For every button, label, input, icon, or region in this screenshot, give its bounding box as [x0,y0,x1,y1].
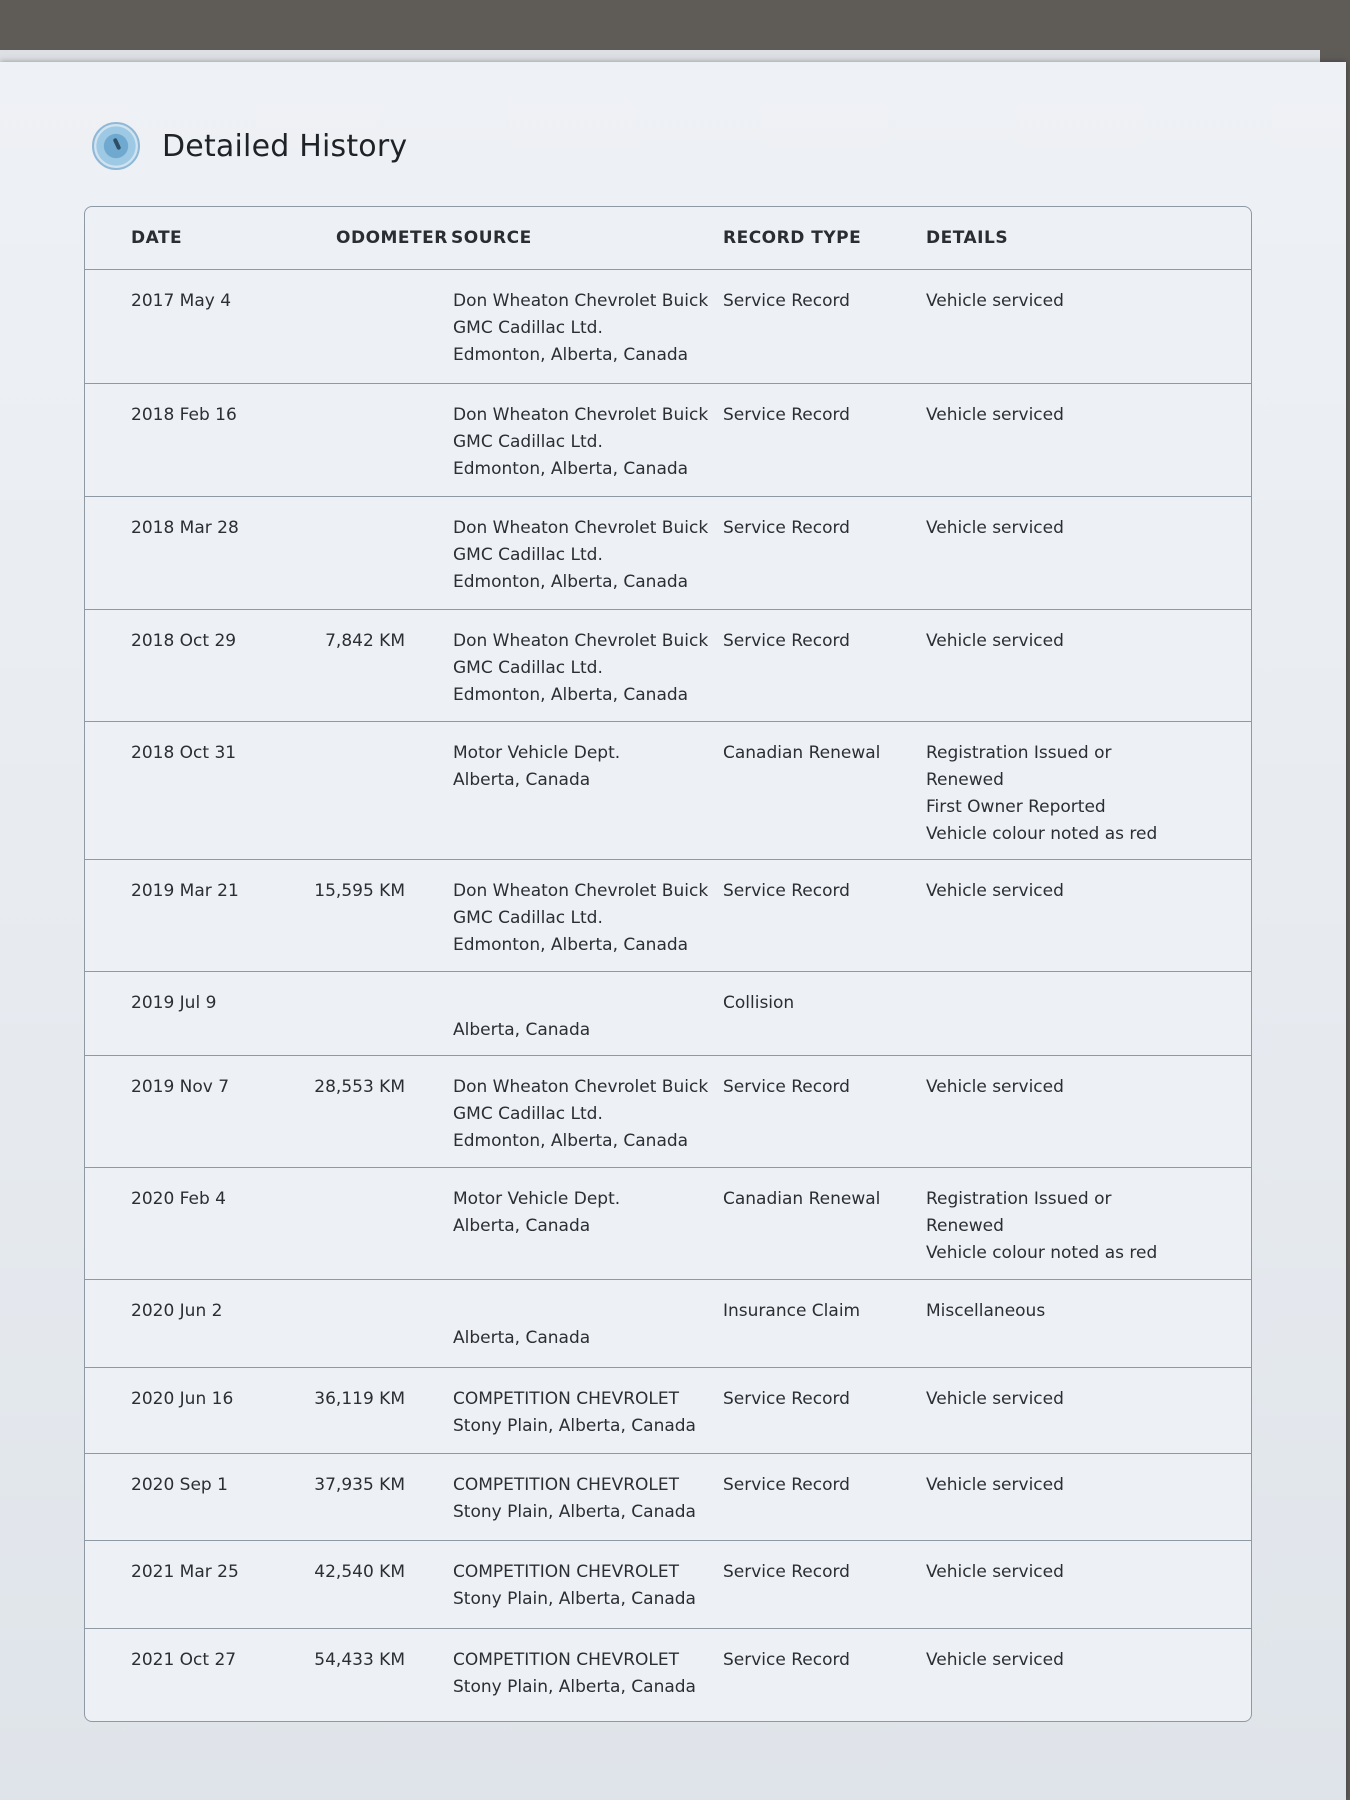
record-type-text: Service Record [723,518,850,538]
cell-date [85,1454,288,1540]
cell-odometer [288,1280,445,1367]
section-heading [92,122,407,170]
record-type-text: Service Record [723,1475,850,1495]
source-line: Don Wheaton Chevrolet Buick [453,1077,709,1097]
cell-record-type [713,1168,926,1279]
record-type-text: Service Record [723,291,850,311]
cell-source [445,1454,713,1540]
details-line: Vehicle serviced [926,1562,1064,1582]
cell-record-type [713,1629,926,1721]
source-line: GMC Cadillac Ltd. [453,1104,603,1124]
table-row [85,1368,1251,1454]
table-row [85,1168,1251,1280]
source-line: COMPETITION CHEVROLET [453,1562,680,1582]
date-text: 2020 Feb 4 [131,1189,226,1209]
cell-details [926,1454,1251,1540]
source-line: Motor Vehicle Dept. [453,743,621,763]
date-text: 2020 Sep 1 [131,1475,228,1495]
gauge-icon [92,122,140,170]
date-text: 2020 Jun 2 [131,1301,223,1321]
cell-record-type [713,1056,926,1167]
record-type-text: Canadian Renewal [723,743,881,763]
date-text: 2021 Mar 25 [131,1562,239,1582]
cell-source [445,1280,713,1367]
cell-date [85,1168,288,1279]
details-line: First Owner Reported [926,797,1106,817]
cell-details [926,1056,1251,1167]
cell-date [85,1629,288,1721]
cell-odometer [288,1368,445,1453]
cell-odometer [288,972,445,1055]
column-header-odometer: ODOMETER [336,228,448,248]
table-header [85,207,1251,270]
source-line: Edmonton, Alberta, Canada [453,572,689,592]
source-line: Stony Plain, Alberta, Canada [453,1677,696,1697]
cell-source [445,1056,713,1167]
cell-details [926,860,1251,971]
source-line: COMPETITION CHEVROLET [453,1389,680,1409]
cell-odometer [288,1629,445,1721]
details-line: Vehicle serviced [926,631,1064,651]
cell-record-type [713,1368,926,1453]
details-line: Vehicle serviced [926,518,1064,538]
cell-source [445,1629,713,1721]
table-row [85,860,1251,972]
source-line [453,1298,713,1325]
table-row [85,384,1251,497]
cell-details [926,497,1251,609]
column-header-source: SOURCE [451,228,532,248]
source-line [453,990,713,1017]
cell-record-type [713,610,926,721]
cell-source [445,610,713,721]
history-table [84,206,1252,1722]
details-line: Vehicle serviced [926,1475,1064,1495]
cell-source [445,1368,713,1453]
table-row [85,1629,1251,1721]
odometer-text: 28,553 KM [314,1077,405,1097]
table-row [85,610,1251,722]
source-line: Alberta, Canada [453,1328,591,1348]
source-line: Motor Vehicle Dept. [453,1189,621,1209]
source-line: Edmonton, Alberta, Canada [453,459,689,479]
cell-source [445,1168,713,1279]
date-text: 2021 Oct 27 [131,1650,237,1670]
source-line: GMC Cadillac Ltd. [453,545,603,565]
source-line: Alberta, Canada [453,1216,591,1236]
source-line: GMC Cadillac Ltd. [453,908,603,928]
details-line: Vehicle colour noted as red [926,824,1158,844]
record-type-text: Service Record [723,631,850,651]
cell-record-type [713,1454,926,1540]
cell-odometer [288,610,445,721]
odometer-text: 42,540 KM [314,1562,405,1582]
record-type-text: Service Record [723,881,850,901]
date-text: 2018 Mar 28 [131,518,239,538]
cell-odometer [288,1454,445,1540]
odometer-text: 7,842 KM [325,631,405,651]
table-row [85,497,1251,610]
source-line: GMC Cadillac Ltd. [453,318,603,338]
source-line: GMC Cadillac Ltd. [453,658,603,678]
cell-record-type [713,860,926,971]
cell-date [85,972,288,1055]
source-line: Alberta, Canada [453,770,591,790]
cell-details [926,384,1251,496]
cell-source [445,270,713,383]
table-row [85,972,1251,1056]
cell-source [445,860,713,971]
table-body [85,270,1251,1721]
record-type-text: Collision [723,993,795,1013]
date-text: 2018 Feb 16 [131,405,237,425]
cell-date [85,1056,288,1167]
cell-details [926,610,1251,721]
cell-record-type [713,1280,926,1367]
table-row [85,1541,1251,1629]
table-row [85,1056,1251,1168]
details-line: Vehicle serviced [926,291,1064,311]
cell-record-type [713,497,926,609]
record-type-text: Service Record [723,405,850,425]
source-line: Edmonton, Alberta, Canada [453,1131,689,1151]
record-type-text: Service Record [723,1389,850,1409]
record-type-text: Service Record [723,1562,850,1582]
cell-date [85,1541,288,1628]
cell-details [926,972,1251,1055]
odometer-text: 36,119 KM [314,1389,405,1409]
cell-source [445,1541,713,1628]
source-line: Stony Plain, Alberta, Canada [453,1416,696,1436]
source-line: COMPETITION CHEVROLET [453,1650,680,1670]
cell-record-type [713,384,926,496]
column-header-date: DATE [131,228,183,248]
details-line: Vehicle serviced [926,1650,1064,1670]
record-type-text: Canadian Renewal [723,1189,881,1209]
source-line: Edmonton, Alberta, Canada [453,345,689,365]
details-line: Registration Issued or [926,1189,1112,1209]
cell-source [445,972,713,1055]
source-line: Edmonton, Alberta, Canada [453,685,689,705]
column-header-details: DETAILS [926,228,1009,248]
details-line: Miscellaneous [926,1301,1046,1321]
cell-details [926,270,1251,383]
cell-odometer [288,1541,445,1628]
details-line: Vehicle serviced [926,405,1064,425]
record-type-text: Service Record [723,1650,850,1670]
source-line: Stony Plain, Alberta, Canada [453,1502,696,1522]
details-line: Vehicle serviced [926,881,1064,901]
cell-record-type [713,972,926,1055]
cell-date [85,1368,288,1453]
date-text: 2019 Jul 9 [131,993,217,1013]
details-line: Vehicle colour noted as red [926,1243,1158,1263]
date-text: 2017 May 4 [131,291,232,311]
cell-odometer [288,1056,445,1167]
cell-source [445,497,713,609]
cell-date [85,1280,288,1367]
cell-odometer [288,1168,445,1279]
cell-odometer [288,384,445,496]
cell-odometer [288,722,445,859]
date-text: 2018 Oct 31 [131,743,237,763]
odometer-text: 15,595 KM [314,881,405,901]
source-line: Don Wheaton Chevrolet Buick [453,631,709,651]
details-line: Registration Issued or [926,743,1112,763]
table-row [85,1280,1251,1368]
date-text: 2018 Oct 29 [131,631,237,651]
source-line: COMPETITION CHEVROLET [453,1475,680,1495]
source-line: Alberta, Canada [453,1020,591,1040]
cell-date [85,384,288,496]
cell-date [85,722,288,859]
details-line: Vehicle serviced [926,1077,1064,1097]
page-title: Detailed History [162,128,408,164]
date-text: 2019 Mar 21 [131,881,239,901]
cell-odometer [288,497,445,609]
cell-odometer [288,860,445,971]
cell-details [926,1368,1251,1453]
table-row [85,722,1251,860]
cell-odometer [288,270,445,383]
source-line: Don Wheaton Chevrolet Buick [453,518,709,538]
cell-source [445,384,713,496]
details-line: Renewed [926,770,1004,790]
date-text: 2020 Jun 16 [131,1389,234,1409]
cell-record-type [713,722,926,859]
cell-date [85,610,288,721]
odometer-text: 54,433 KM [314,1650,405,1670]
table-row [85,270,1251,384]
source-line: Edmonton, Alberta, Canada [453,935,689,955]
source-line: Don Wheaton Chevrolet Buick [453,881,709,901]
cell-date [85,497,288,609]
cell-date [85,860,288,971]
column-header-record-type: RECORD TYPE [723,228,862,248]
source-line: GMC Cadillac Ltd. [453,432,603,452]
source-line: Stony Plain, Alberta, Canada [453,1589,696,1609]
cell-date [85,270,288,383]
cell-source [445,722,713,859]
cell-details [926,722,1251,859]
cell-details [926,1168,1251,1279]
record-type-text: Service Record [723,1077,850,1097]
date-text: 2019 Nov 7 [131,1077,230,1097]
table-row [85,1454,1251,1541]
odometer-text: 37,935 KM [314,1475,405,1495]
record-type-text: Insurance Claim [723,1301,861,1321]
cell-details [926,1541,1251,1628]
source-line: Don Wheaton Chevrolet Buick [453,405,709,425]
details-line: Vehicle serviced [926,1389,1064,1409]
cell-record-type [713,270,926,383]
details-line: Renewed [926,1216,1004,1236]
source-line: Don Wheaton Chevrolet Buick [453,291,709,311]
cell-record-type [713,1541,926,1628]
cell-details [926,1280,1251,1367]
cell-details [926,1629,1251,1721]
